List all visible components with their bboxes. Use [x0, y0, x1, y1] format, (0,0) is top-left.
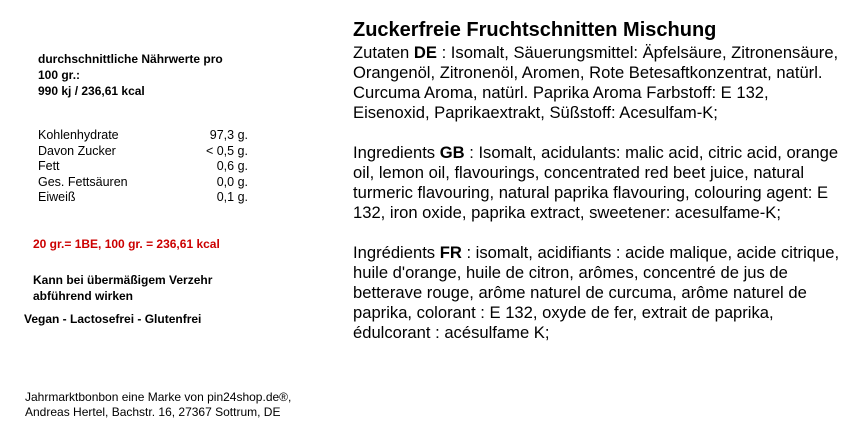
language-code-de: DE	[413, 43, 437, 62]
nutrient-row	[38, 128, 248, 144]
language-code-fr: FR	[439, 243, 462, 262]
nutrient-row	[38, 175, 248, 191]
diet-labels: Vegan - Lactosefrei - Glutenfrei	[24, 312, 202, 326]
nutrient-value: < 0,5 g.	[205, 143, 248, 158]
ingredients-de	[353, 43, 843, 123]
nutrient-value: 0,1 g.	[216, 190, 248, 204]
ingredients-panel	[353, 18, 843, 363]
ingredients-fr-prefix: Ingrédients	[353, 243, 440, 262]
nutrient-row	[38, 159, 248, 175]
nutrition-heading: durchschnittliche Nährwerte pro	[38, 52, 223, 66]
nutrient-name: Eiweiß	[38, 190, 76, 204]
nutrient-row	[38, 144, 248, 160]
nutrition-heading-block	[38, 51, 278, 99]
nutrient-row	[38, 190, 248, 206]
manufacturer-info	[25, 390, 291, 420]
nutrient-name: Kohlenhydrate	[38, 128, 119, 142]
ingredients-gb-text: : Isomalt, acidulants: malic acid, citric acid, orange oil, lemon oil, flavourings, concentrated red beet juice, natural turmeric flavouring, natural paprika flavouring, colouring agent: E 132, iron oxide, paprika extract, sweetener: acesulfame-K;	[353, 143, 839, 222]
nutrient-table	[38, 128, 248, 206]
language-code-gb: GB	[439, 143, 465, 162]
warning-line: Kann bei übermäßigem Verzehr	[33, 273, 213, 287]
manufacturer-address: Andreas Hertel, Bachstr. 16, 27367 Sottrum, DE	[25, 405, 281, 419]
ingredients-de-prefix: Zutaten	[353, 43, 414, 62]
ingredients-fr	[353, 243, 843, 343]
warning-line: abführend wirken	[33, 289, 134, 303]
ingredients-de-text: : Isomalt, Säuerungsmittel: Äpfelsäure, Zitronensäure, Orangenöl, Zitronenöl, Aromen, Rote Betesaftkonzentrat, natürl. Curcuma Aroma, natürl. Paprika Aroma Farbstoff: E 132, Eisenoxid, Paprikaextrakt, Süßstoff: Acesulfam-K;	[353, 43, 839, 122]
nutrient-value: 0,0 g.	[216, 174, 248, 189]
nutrition-per: 100 gr.:	[38, 68, 81, 82]
nutrient-name: Fett	[38, 159, 60, 173]
energy-value: 990 kj / 236,61 kcal	[38, 84, 145, 98]
bread-unit-line: 20 gr.= 1BE, 100 gr. = 236,61 kcal	[33, 237, 220, 251]
nutrient-name: Ges. Fettsäuren	[38, 174, 128, 189]
manufacturer-line: Jahrmarktbonbon eine Marke von pin24shop.de®,	[25, 390, 292, 404]
ingredients-gb-prefix: Ingredients	[353, 143, 440, 162]
ingredients-fr-text: : isomalt, acidifiants : acide malique, acide citrique, huile d'orange, huile de citron, arômes, concentré de jus de betterave rouge, arôme naturel de curcuma, arôme naturel de paprika, colorant : E 132, oxyde de fer, extrait de paprika, édulcorant : acésulfame K;	[353, 243, 840, 342]
nutrient-value: 0,6 g.	[216, 159, 248, 173]
product-title: Zuckerfreie Fruchtschnitten Mischung	[353, 19, 717, 41]
nutrient-value: 97,3 g.	[209, 128, 248, 142]
ingredients-gb	[353, 143, 843, 223]
nutrient-name: Davon Zucker	[38, 143, 116, 158]
nutrition-panel	[0, 0, 340, 425]
laxative-warning	[33, 272, 212, 304]
